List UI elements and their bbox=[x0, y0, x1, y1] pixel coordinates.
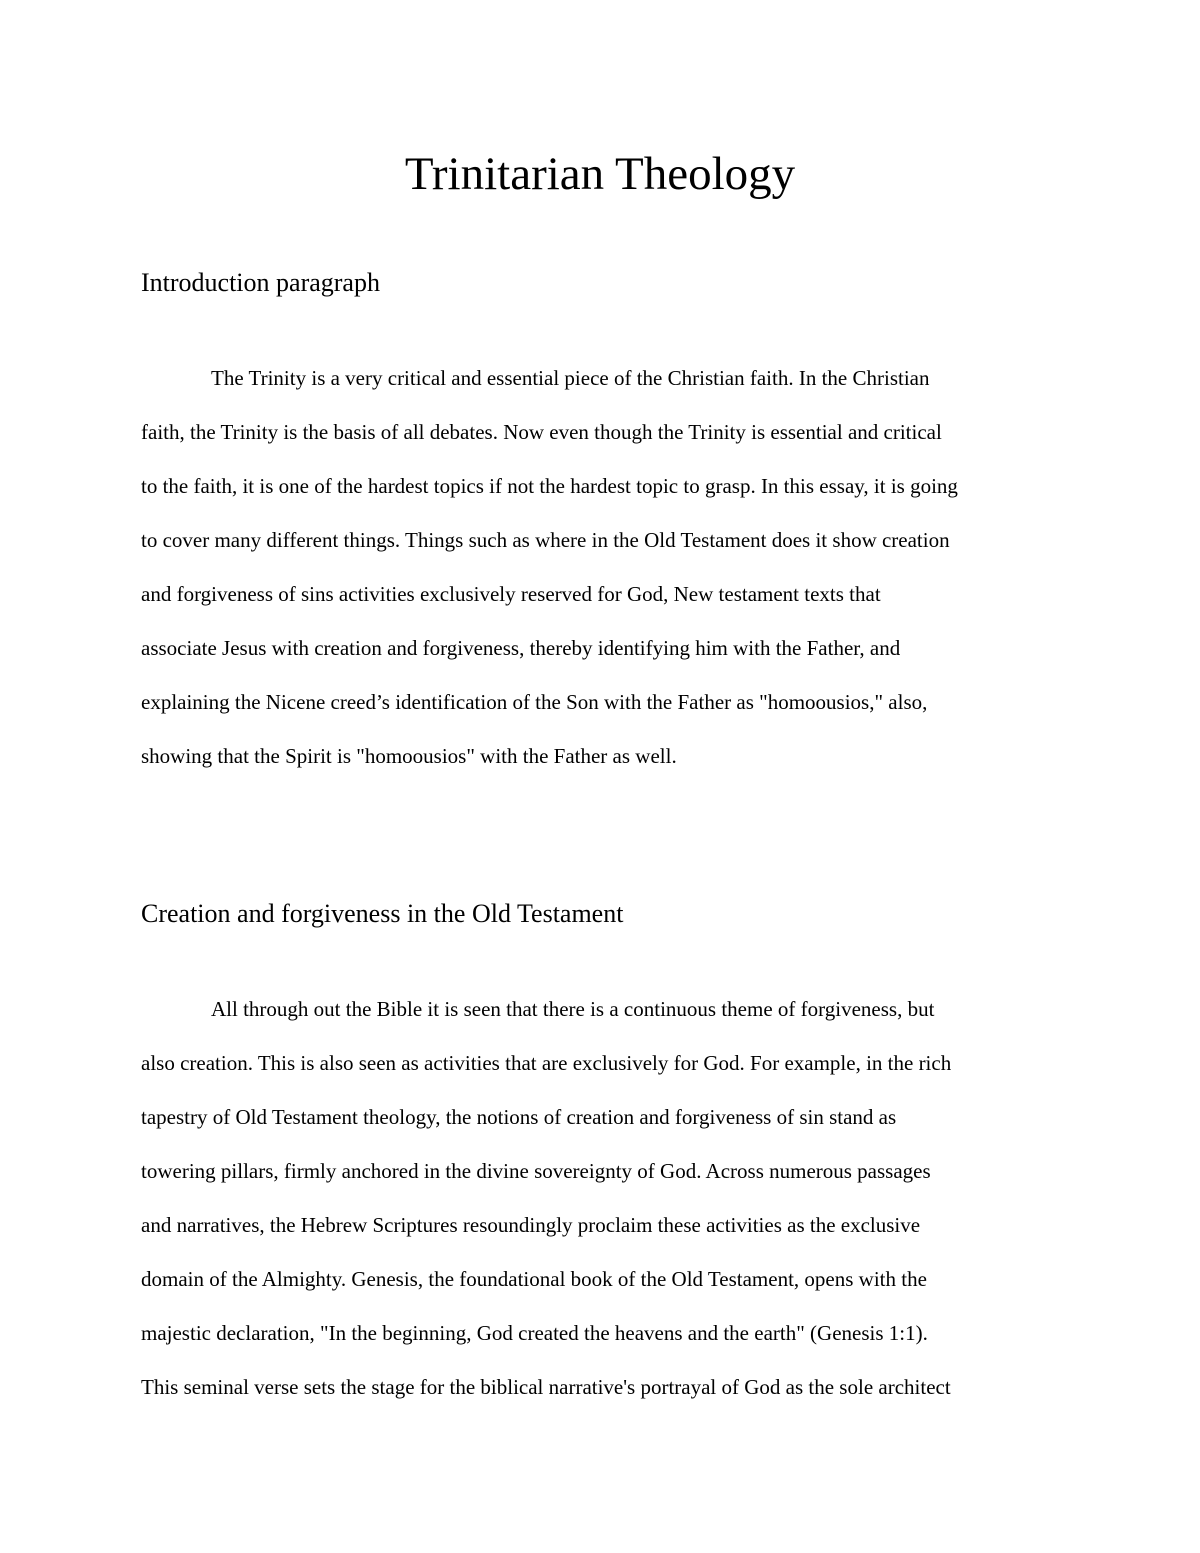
text-line: associate Jesus with creation and forgiveness, thereby identifying him with the Father, and bbox=[141, 636, 901, 660]
text-line: explaining the Nicene creed’s identification of the Son with the Father as "homoousios," also, bbox=[141, 690, 928, 714]
text-line: faith, the Trinity is the basis of all debates. Now even though the Trinity is essential and critical bbox=[141, 420, 942, 444]
text-line: majestic declaration, "In the beginning, God created the heavens and the earth" (Genesis 1:1). bbox=[141, 1321, 928, 1345]
introduction-paragraph bbox=[141, 351, 1071, 783]
text-line: and narratives, the Hebrew Scriptures resoundingly proclaim these activities as the exclusive bbox=[141, 1213, 921, 1237]
text-line: to cover many different things. Things such as where in the Old Testament does it show creation bbox=[141, 528, 950, 552]
old-testament-paragraph bbox=[141, 982, 1071, 1414]
section-heading-introduction: Introduction paragraph bbox=[141, 268, 380, 297]
document-title: Trinitarian Theology bbox=[404, 148, 796, 200]
text-line: The Trinity is a very critical and essential piece of the Christian faith. In the Christian bbox=[211, 366, 930, 390]
section-heading-old-testament: Creation and forgiveness in the Old Testament bbox=[141, 899, 624, 928]
text-line: All through out the Bible it is seen that there is a continuous theme of forgiveness, but bbox=[211, 997, 935, 1021]
text-line: also creation. This is also seen as activities that are exclusively for God. For example, in the rich bbox=[141, 1051, 952, 1075]
text-line: towering pillars, firmly anchored in the divine sovereignty of God. Across numerous passages bbox=[141, 1159, 931, 1183]
text-line: domain of the Almighty. Genesis, the foundational book of the Old Testament, opens with the bbox=[141, 1267, 927, 1291]
text-line: and forgiveness of sins activities exclusively reserved for God, New testament texts that bbox=[141, 582, 881, 606]
text-line: to the faith, it is one of the hardest topics if not the hardest topic to grasp. In this essay, it is going bbox=[141, 474, 958, 498]
text-line: tapestry of Old Testament theology, the notions of creation and forgiveness of sin stand as bbox=[141, 1105, 897, 1129]
text-line: showing that the Spirit is "homoousios" with the Father as well. bbox=[141, 744, 677, 768]
text-line: This seminal verse sets the stage for the biblical narrative's portrayal of God as the sole architect bbox=[141, 1375, 951, 1399]
